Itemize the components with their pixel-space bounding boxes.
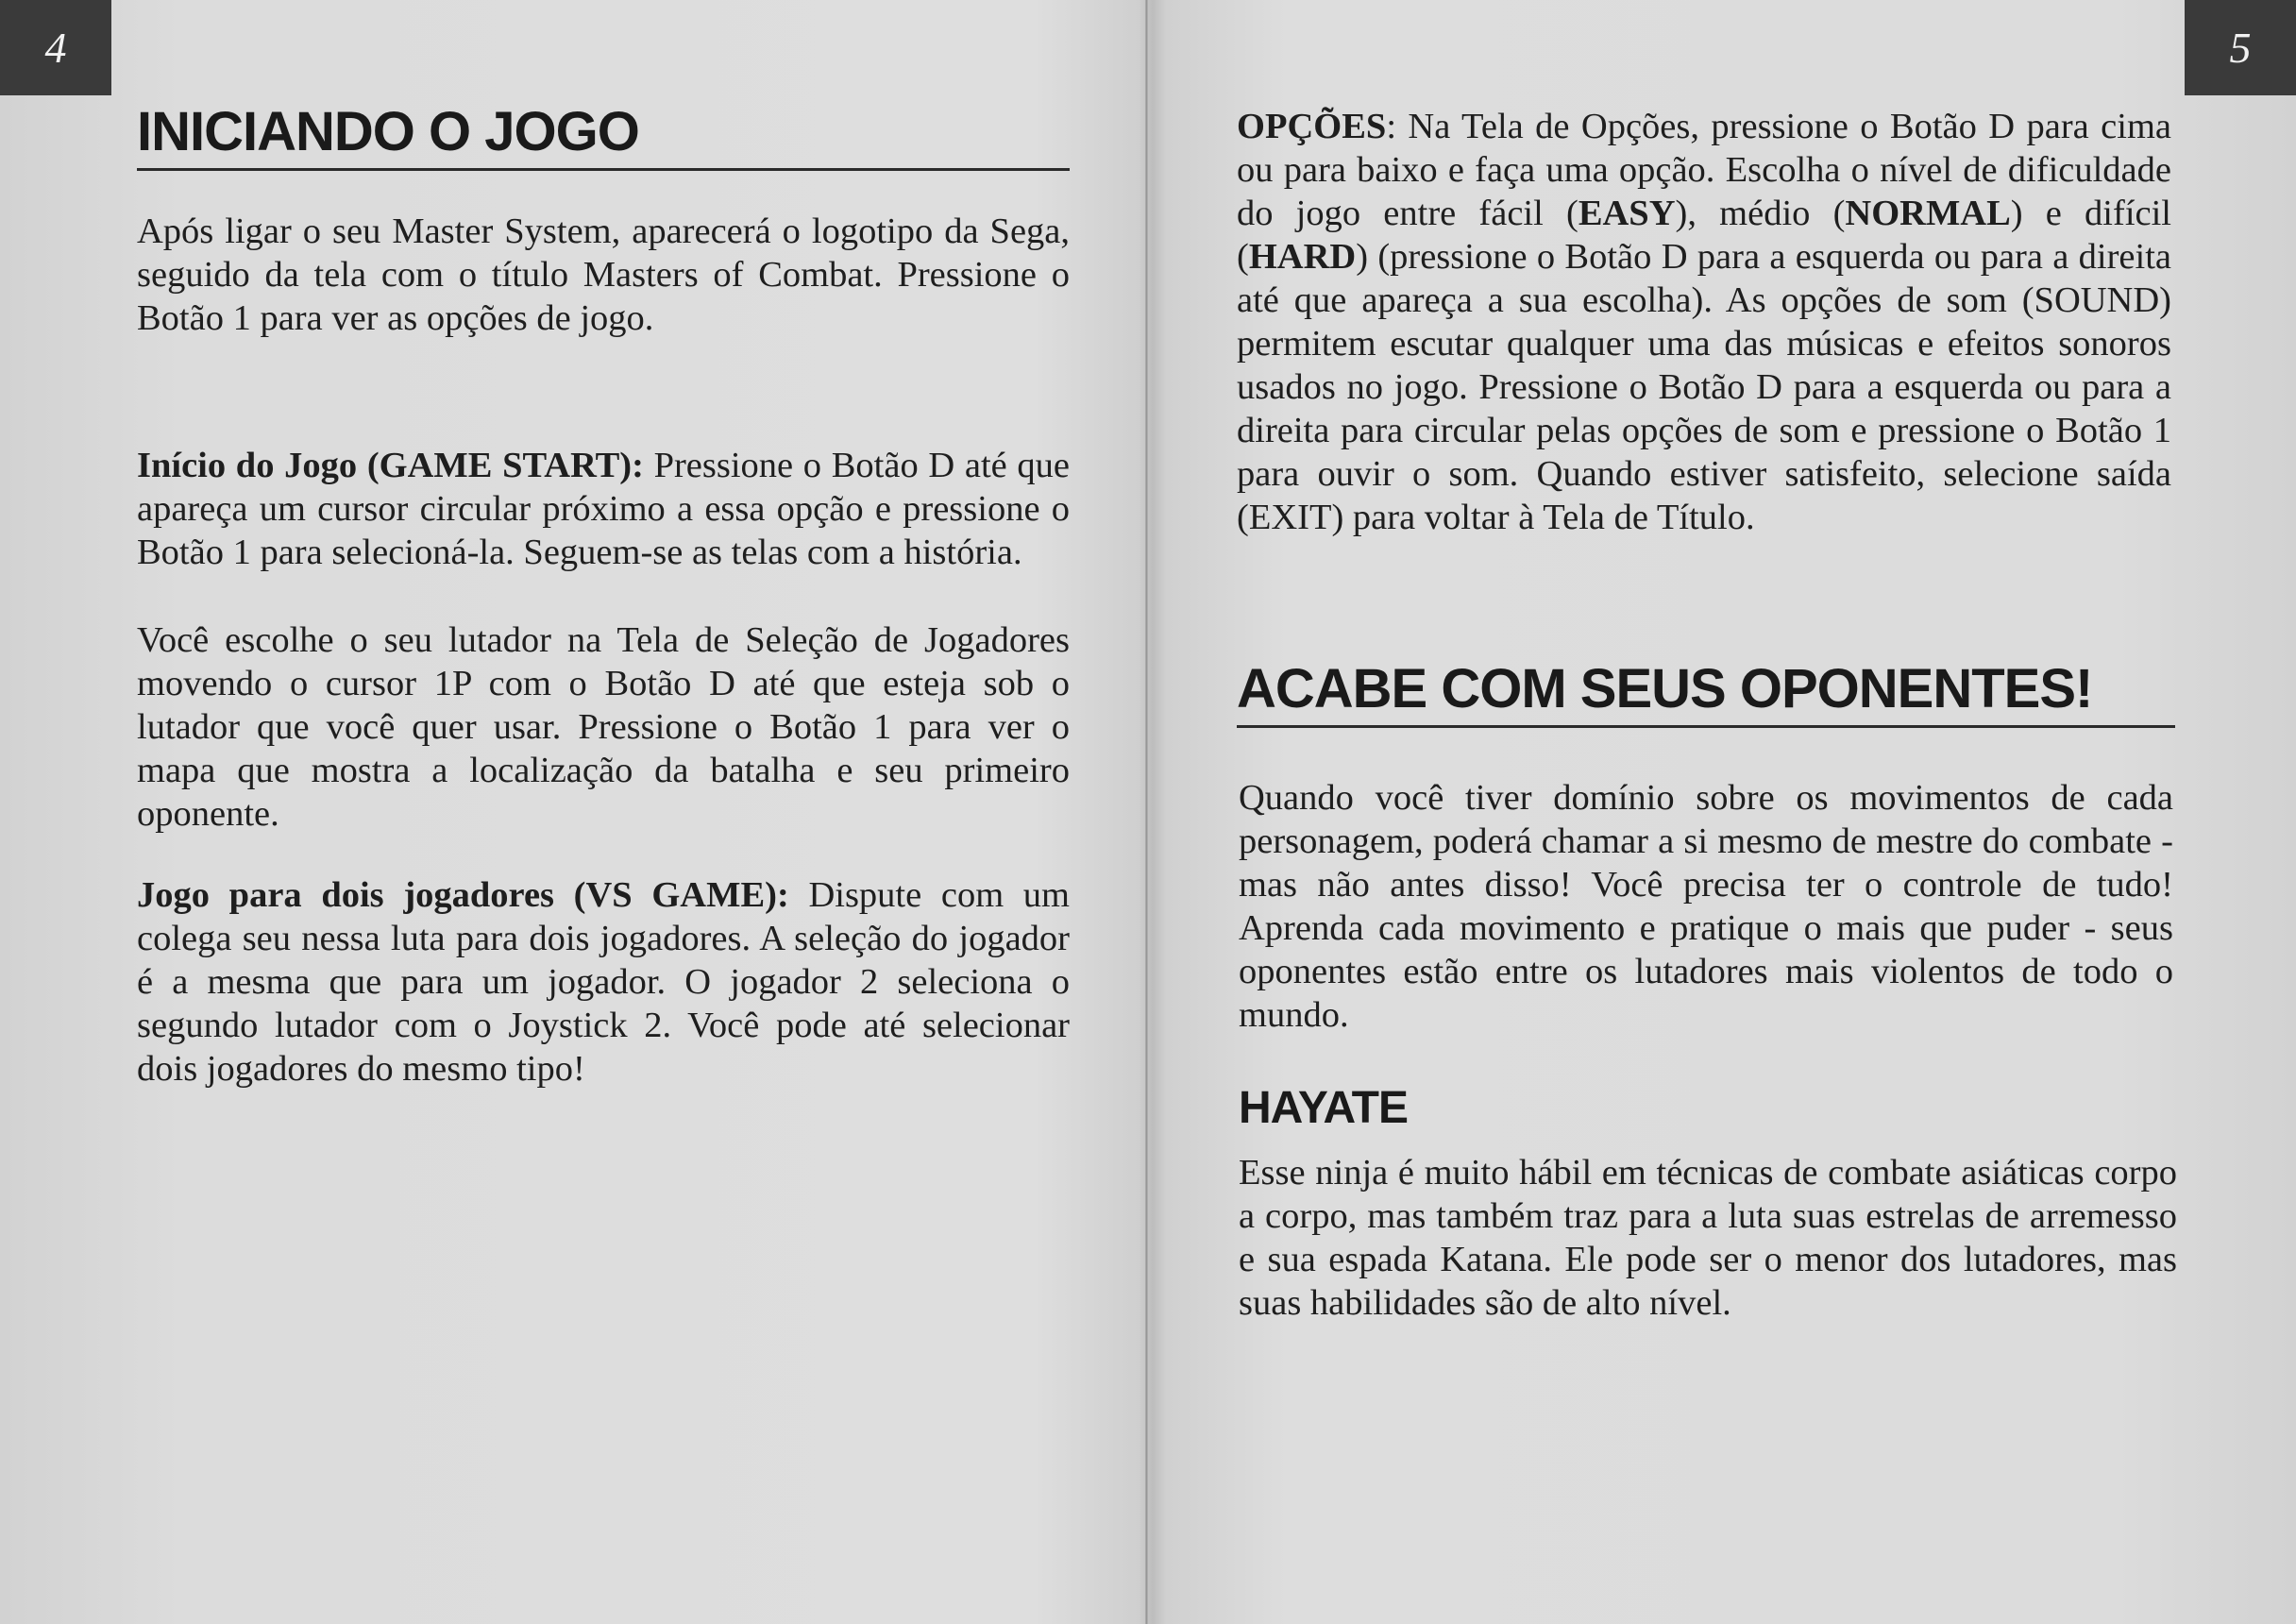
page-number-right: 5 [2185, 0, 2296, 95]
text-options-4: ) (pressione o Botão D para a esquerda ou para a direita até que apareça a sua escolha). As opções de som (SOUND) permitem escutar qualquer uma das músicas e efeitos sonoros usados no jogo. Pressione o Botão D para a esquerda ou para a direita para circular pelas opções de som e pressione o Botão 1 para ouvir o som. Quando estiver satisfeito, selecione saída (EXIT) para voltar à Tela de Título. [1237, 237, 2171, 537]
paragraph-mastery: Quando você tiver domínio sobre os movimentos de cada personagem, poderá chamar a si mesmo de mestre do combate - mas não antes disso! Você precisa ter o controle de tudo! Aprenda cada movimento e pratique o mais que puder - seus oponentes estão entre os lutadores mais violentos de todo o mundo. [1239, 778, 2173, 1035]
paragraph-vs-game [137, 873, 1070, 1091]
paragraph-game-start [137, 444, 1070, 574]
heading-iniciando-o-jogo: INICIANDO O JOGO [137, 100, 1070, 171]
paragraph-options [1237, 105, 2171, 539]
text-options-1: : Na Tela de Opções, pressione o Botão D para cima ou para baixo e faça uma opção. Escolha o nível de dificuldade do jogo entre fácil ( [1237, 107, 2171, 233]
option-hard: HARD [1248, 237, 1357, 277]
paragraph-hayate: Esse ninja é muito hábil em técnicas de combate asiáticas corpo a corpo, mas também traz para a luta suas estrelas de arremesso e sua espada Katana. Ele pode ser o menor dos lutadores, mas suas habilidades são de alto nível. [1239, 1153, 2177, 1323]
text-vs-game: Dispute com um colega seu nessa luta para dois jogadores. A seleção do jogador é a mesma que para um jogador. O jogador 2 seleciona o segundo lutador com o Joystick 2. Você pode até selecionar dois jogadores do mesmo tipo! [137, 875, 1071, 1089]
option-normal: NORMAL [1845, 194, 2011, 233]
option-easy: EASY [1578, 194, 1676, 233]
paragraph-intro: Após ligar o seu Master System, aparecerá o logotipo da Sega, seguido da tela com o título Masters of Combat. Pressione o Botão 1 para ver as opções de jogo. [137, 211, 1070, 338]
paragraph-player-select: Você escolhe o seu lutador na Tela de Seleção de Jogadores movendo o cursor 1P com o Botão D até que esteja sob o lutador que você quer usar. Pressione o Botão 1 para ver o mapa que mostra a localização da batalha e seu primeiro oponente. [137, 620, 1070, 834]
page-number-left: 4 [0, 0, 111, 95]
heading-hayate: HAYATE [1239, 1083, 1408, 1133]
label-options: OPÇÕES [1237, 107, 1387, 146]
text-options-3: ) e difícil ( [1237, 194, 2171, 277]
heading-acabe-com-seus-oponentes: ACABE COM SEUS OPONENTES! [1237, 657, 2175, 728]
text-options-2: ), médio ( [1675, 194, 1846, 233]
label-vs-game: Jogo para dois jogadores (VS GAME): [137, 875, 789, 915]
text-game-start: Pressione o Botão D até que apareça um cursor circular próximo a essa opção e pressione o Botão 1 para selecioná-la. Seguem-se as telas com a história. [137, 446, 1070, 572]
label-game-start: Início do Jogo (GAME START): [137, 446, 644, 485]
